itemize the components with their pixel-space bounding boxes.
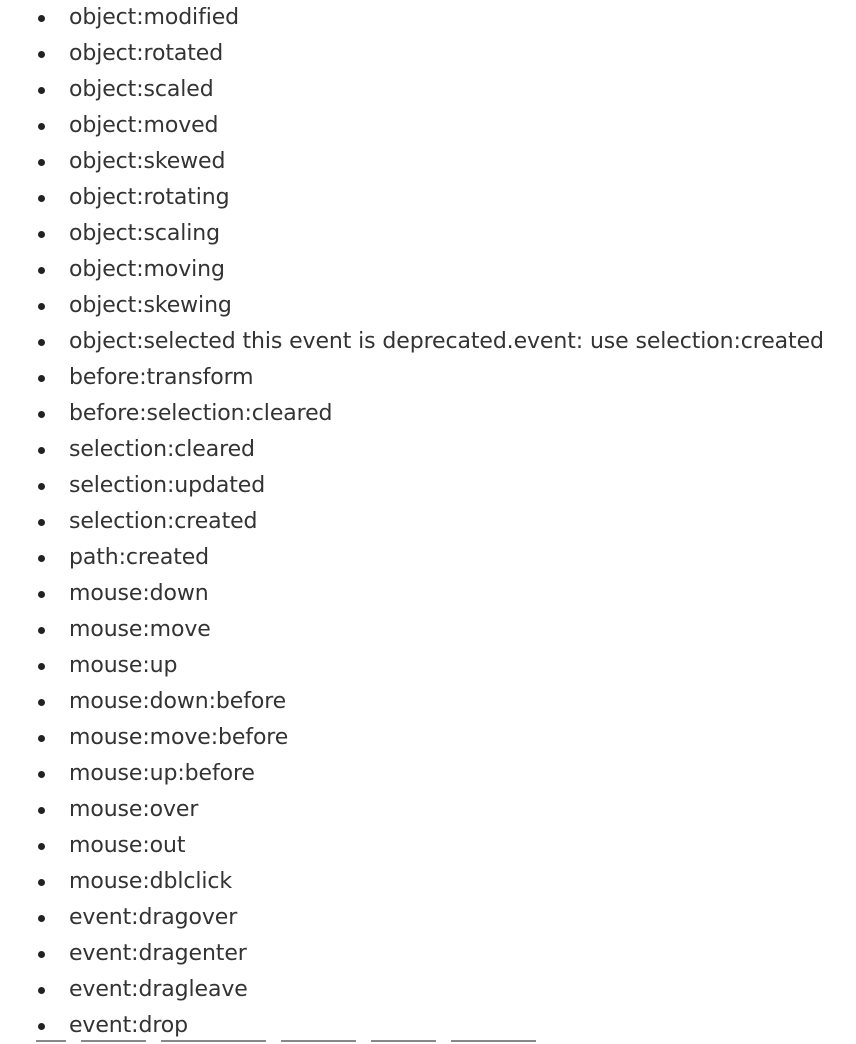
list-item-label: mouse:dblclick bbox=[69, 869, 233, 894]
list-item-label: before:transform bbox=[69, 365, 254, 390]
list-item-label: selection:cleared bbox=[69, 437, 255, 462]
list-item-label: event:drop bbox=[69, 1013, 189, 1038]
bullet-icon bbox=[38, 663, 45, 670]
bullet-icon bbox=[38, 591, 45, 598]
list-item-label: object:skewed bbox=[69, 149, 226, 174]
list-item bbox=[0, 504, 856, 540]
bullet-icon bbox=[38, 555, 45, 562]
bullet-icon bbox=[38, 231, 45, 238]
list-item bbox=[0, 324, 856, 360]
bullet-icon bbox=[38, 267, 45, 274]
list-item bbox=[0, 360, 856, 396]
list-item bbox=[0, 36, 856, 72]
list-item bbox=[0, 252, 856, 288]
list-item-label: event:dragenter bbox=[69, 941, 247, 966]
list-item-label: object:modified bbox=[69, 5, 240, 30]
bullet-icon bbox=[38, 951, 45, 958]
list-item bbox=[0, 972, 856, 1008]
list-item-label: object:scaled bbox=[69, 77, 214, 102]
list-item bbox=[0, 684, 856, 720]
list-item-label: mouse:over bbox=[69, 797, 199, 822]
list-item-label: before:selection:cleared bbox=[69, 401, 333, 426]
list-item bbox=[0, 468, 856, 504]
list-item bbox=[0, 720, 856, 756]
list-item-label: mouse:up bbox=[69, 653, 178, 678]
list-item-label: mouse:down bbox=[69, 581, 209, 606]
list-item-label: selection:created bbox=[69, 509, 258, 534]
list-item bbox=[0, 792, 856, 828]
bullet-icon bbox=[38, 807, 45, 814]
bullet-icon bbox=[38, 987, 45, 994]
list-item bbox=[0, 576, 856, 612]
list-item bbox=[0, 648, 856, 684]
bullet-icon bbox=[38, 375, 45, 382]
bullet-icon bbox=[38, 483, 45, 490]
list-item-label: mouse:move bbox=[69, 617, 211, 642]
list-item bbox=[0, 936, 856, 972]
bullet-icon bbox=[38, 879, 45, 886]
bullet-icon bbox=[38, 15, 45, 22]
clipped-text-line bbox=[36, 1037, 536, 1044]
bullet-icon bbox=[38, 699, 45, 706]
list-item bbox=[0, 396, 856, 432]
bullet-icon bbox=[38, 303, 45, 310]
bullet-icon bbox=[38, 447, 45, 454]
bullet-icon bbox=[38, 87, 45, 94]
bullet-icon bbox=[38, 159, 45, 166]
list-item-label: object:moving bbox=[69, 257, 225, 282]
list-item-label: object:skewing bbox=[69, 293, 232, 318]
bullet-icon bbox=[38, 195, 45, 202]
list-item-label: selection:updated bbox=[69, 473, 266, 498]
list-item-label: mouse:move:before bbox=[69, 725, 289, 750]
bullet-icon bbox=[38, 843, 45, 850]
list-item-label: mouse:out bbox=[69, 833, 186, 858]
list-item-label: object:selected this event is deprecated.event: use selection:created bbox=[69, 329, 824, 354]
list-item bbox=[0, 108, 856, 144]
bullet-icon bbox=[38, 339, 45, 346]
list-item bbox=[0, 756, 856, 792]
list-item bbox=[0, 216, 856, 252]
list-item-label: mouse:up:before bbox=[69, 761, 255, 786]
bullet-icon bbox=[38, 627, 45, 634]
list-item-label: object:rotating bbox=[69, 185, 230, 210]
list-item bbox=[0, 540, 856, 576]
list-item-label: object:scaling bbox=[69, 221, 220, 246]
bullet-icon bbox=[38, 915, 45, 922]
list-item bbox=[0, 864, 856, 900]
list-item bbox=[0, 72, 856, 108]
list-item-label: object:rotated bbox=[69, 41, 224, 66]
bullet-icon bbox=[38, 411, 45, 418]
list-item-label: path:created bbox=[69, 545, 210, 570]
list-item bbox=[0, 612, 856, 648]
list-item-label: object:moved bbox=[69, 113, 219, 138]
list-item bbox=[0, 828, 856, 864]
bullet-icon bbox=[38, 1023, 45, 1030]
list-item bbox=[0, 180, 856, 216]
bullet-icon bbox=[38, 123, 45, 130]
list-item-label: event:dragover bbox=[69, 905, 238, 930]
bullet-icon bbox=[38, 519, 45, 526]
list-item bbox=[0, 432, 856, 468]
list-item bbox=[0, 288, 856, 324]
list-item bbox=[0, 144, 856, 180]
bullet-icon bbox=[38, 771, 45, 778]
list-item bbox=[0, 900, 856, 936]
list-item-label: event:dragleave bbox=[69, 977, 248, 1002]
bullet-icon bbox=[38, 735, 45, 742]
bullet-icon bbox=[38, 51, 45, 58]
list-item-label: mouse:down:before bbox=[69, 689, 287, 714]
list-item bbox=[0, 0, 856, 36]
